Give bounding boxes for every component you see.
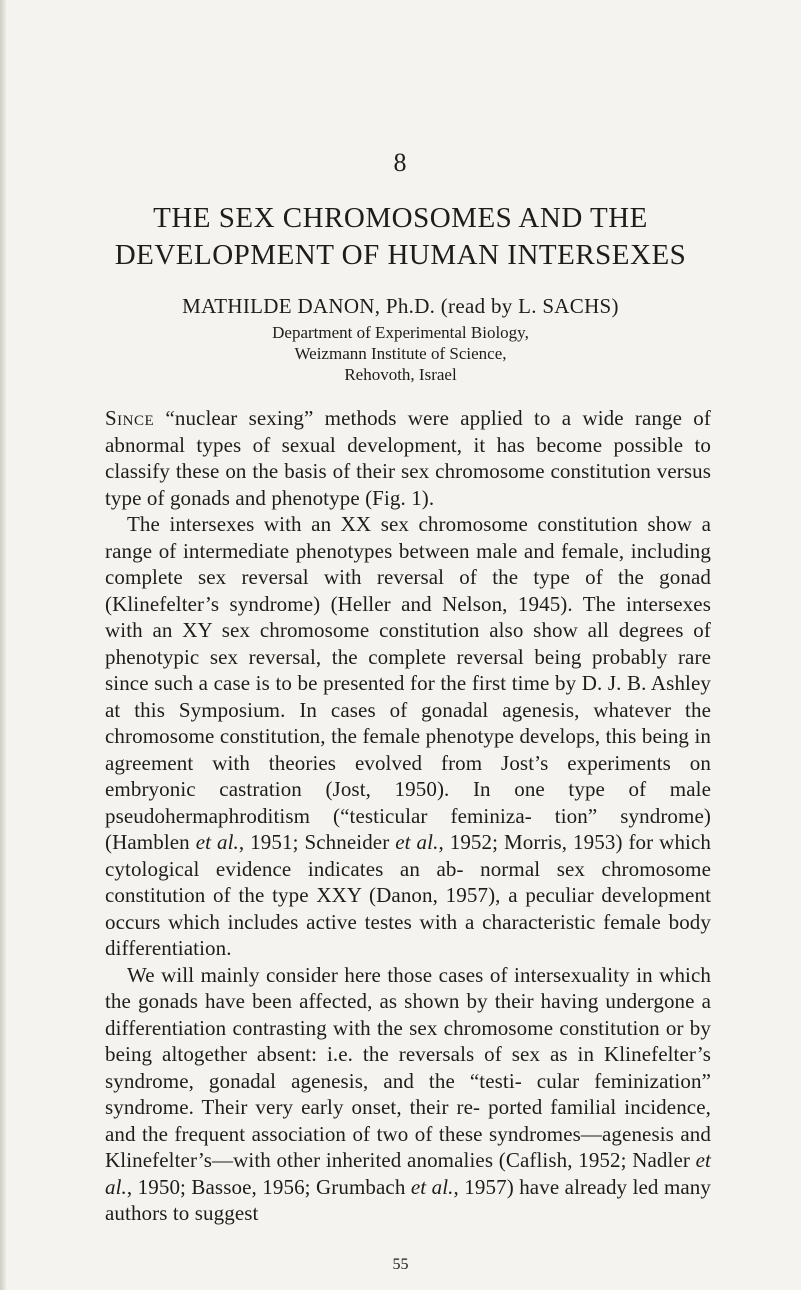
paragraph-2-text-b: , 1951; Schneider — [238, 830, 396, 854]
italic-et-al: et al. — [195, 830, 239, 854]
paragraph-1 — [105, 405, 711, 511]
affiliation-department: Department of Experimental Biology, — [272, 323, 529, 342]
italic-et-al: et al. — [105, 1148, 711, 1199]
paragraph-1-text: “nuclear sexing” methods were applied to a wide range of abnormal types of sexual development, it has become possible to classify these on the basis of their sex chromosome constitution versus type of gonads and phenotype (Fig. 1). — [105, 406, 711, 510]
chapter-number: 8 — [393, 148, 408, 177]
paragraph-3-text-b: , 1950; Bassoe, 1956; Grumbach — [126, 1174, 411, 1199]
affiliation-location: Rehovoth, Israel — [344, 365, 457, 384]
italic-et-al: et al. — [410, 1174, 454, 1199]
paragraph-2 — [105, 511, 711, 962]
page-number: 55 — [392, 1256, 409, 1273]
italic-et-al: et al. — [395, 830, 439, 854]
paragraph-2-text-a: The intersexes with an XX sex chromosome constitution show a range of intermediate phenotypes between male and female, including complete sex reversal with reversal of the type of the gonad (Klinefelter’s syndrome) (Heller and Nelson, 1945). The intersexes with an XY sex chromosome constitution also show all degrees of phenotypic sex reversal, the complete reversal being probably rare since such a case is to be presented for the first time by D. J. B. Ashley at this Symposium. In cases of gonadal agenesis, whatever the chromosome constitution, the female phenotype develops, this being in agreement with theories evolved from Jost’s experiments on embryonic castration (Jost, 1950). In one type of male pseudohermaphroditism (“testicular feminiza- tion” syndrome) (Hamblen — [105, 512, 711, 854]
chapter-title — [0, 200, 801, 274]
chapter-title-line-1: THE SEX CHROMOSOMES AND THE — [153, 202, 648, 234]
paragraph-3-text-c: , 1957) have already led many authors to suggest — [105, 1174, 711, 1225]
author-byline: MATHILDE DANON, Ph.D. (read by L. SACHS) — [182, 294, 619, 318]
paragraph-3-text-a: We will mainly consider here those cases of intersexuality in which the gonads have been affected, as shown by their having undergone a differentiation contrasting with the sex chromosome constitution or by being altogether absent: i.e. the reversals of sex as in Klinefelter’s syndrome, gonadal agenesis, and the “testi- cular feminization” syndrome. Their very early onset, their re- ported familial incidence, and the frequent association of two of these syndromes—agenesis and Klinefelter’s—with other inherited anomalies (Caflish, 1952; Nadler — [105, 962, 711, 1172]
paragraph-3 — [105, 962, 711, 1227]
chapter-title-line-2: DEVELOPMENT OF HUMAN INTERSEXES — [114, 239, 687, 271]
paragraph-2-text-c: , 1952; Morris, 1953) for which cytological evidence indicates an ab- normal sex chromosome constitution of the type XXY (Danon, 1957), a peculiar development occurs which includes active testes with a characteristic female body differentiation. — [105, 830, 712, 960]
affiliation-institute: Weizmann Institute of Science, — [294, 344, 507, 363]
paragraph-1-lead-word: Since — [105, 406, 155, 430]
body-text — [105, 405, 711, 1227]
author-affiliation — [0, 322, 801, 385]
